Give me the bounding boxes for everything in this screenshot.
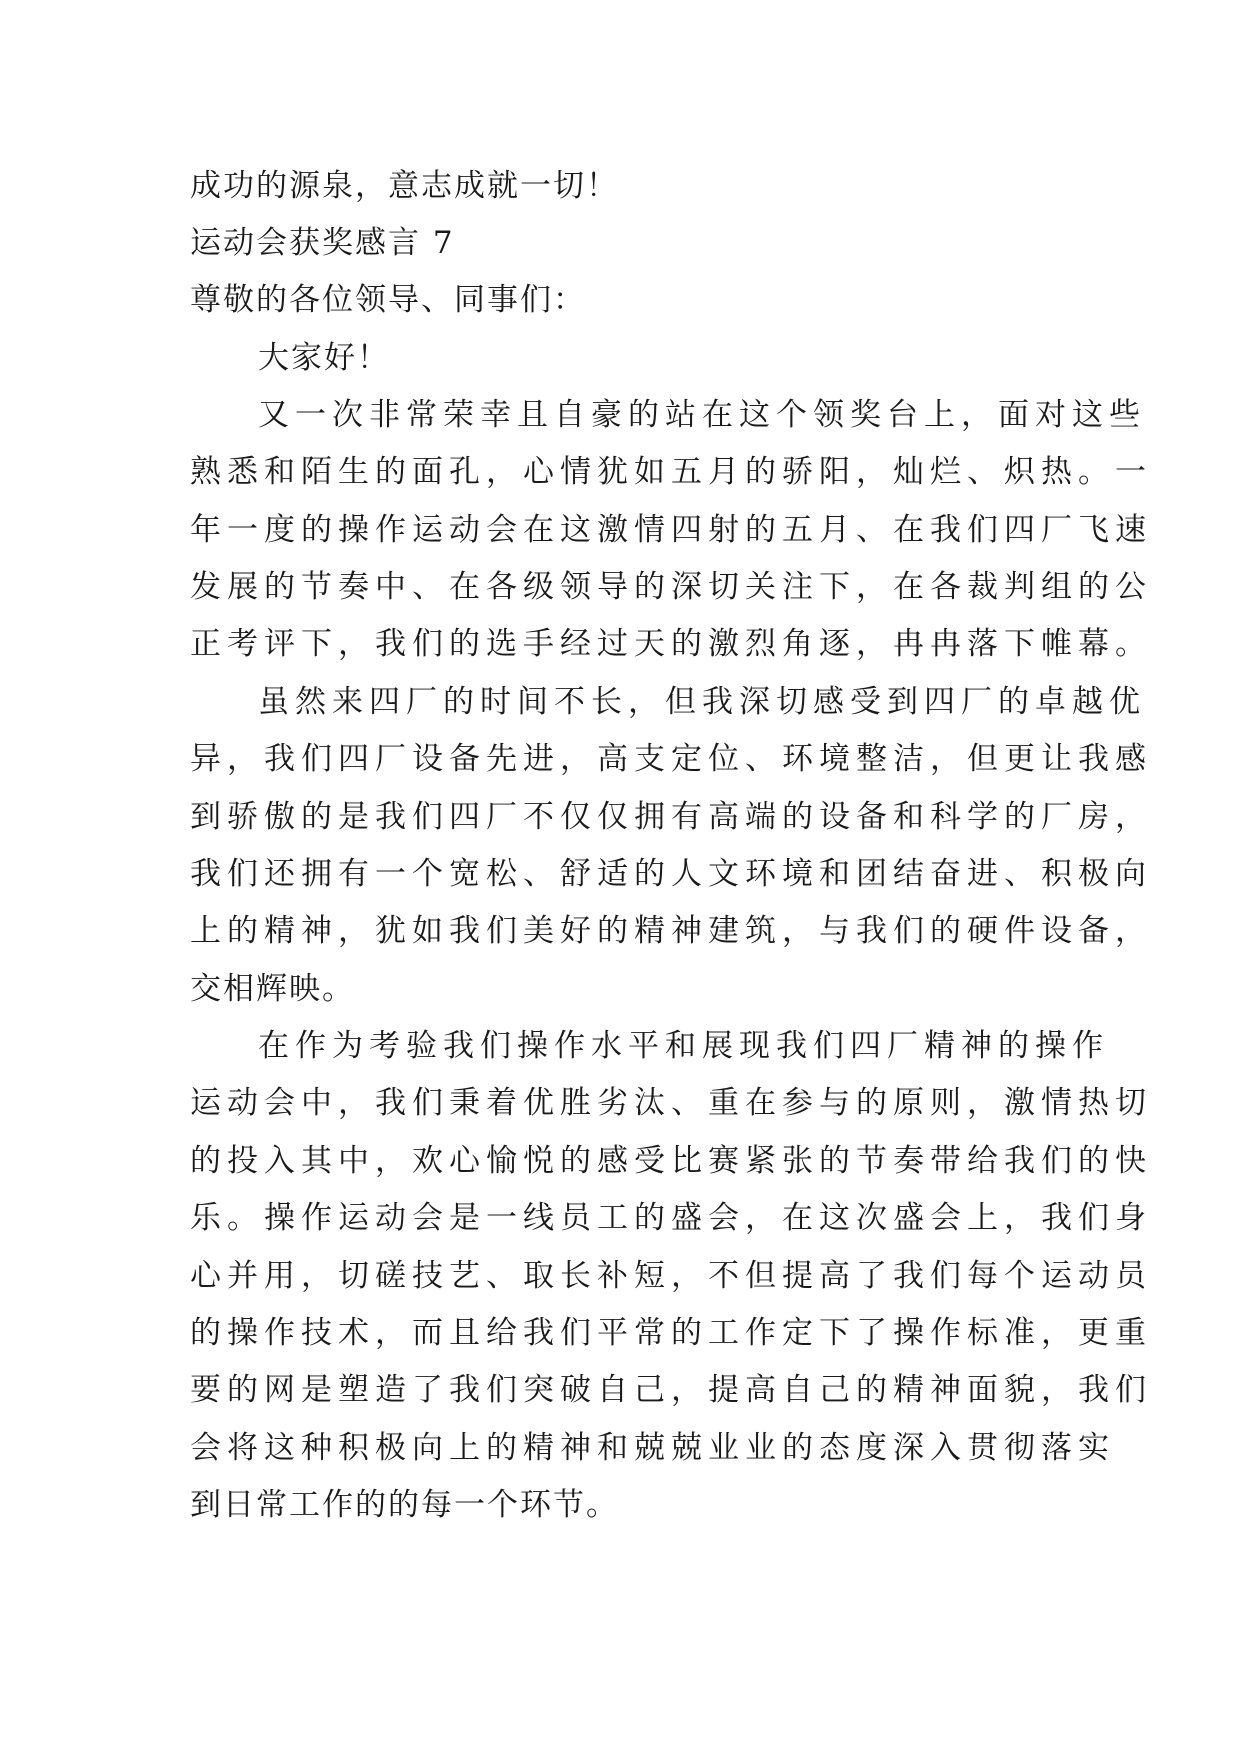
- paragraph-3-line: 到日常工作的的每一个环节。: [190, 1487, 619, 1523]
- paragraph-2-line: 交相辉映。: [190, 971, 355, 1007]
- paragraph-3-line: 会将这种积极向上的精神和兢兢业业的态度深入贯彻落实: [190, 1430, 1115, 1466]
- paragraph-3-line: 要的网是塑造了我们突破自己，提高自己的精神面貌，我们: [190, 1372, 1152, 1408]
- paragraph-1-line: 又一次非常荣幸且自豪的站在这个领奖台上，面对这些: [258, 397, 1146, 433]
- paragraph-1-line: 熟悉和陌生的面孔，心情犹如五月的骄阳，灿烂、炽热。一: [190, 454, 1152, 490]
- paragraph-3-line: 在作为考验我们操作水平和展现我们四厂精神的操作: [258, 1028, 1109, 1064]
- paragraph-1-line: 年一度的操作运动会在这激情四射的五月、在我们四厂飞速: [190, 512, 1152, 548]
- paragraph-3-line: 乐。操作运动会是一线员工的盛会，在这次盛会上，我们身: [190, 1200, 1152, 1236]
- paragraph-2-line: 到骄傲的是我们四厂不仅仅拥有高端的设备和科学的厂房，: [190, 799, 1152, 835]
- paragraph-1-line: 正考评下，我们的选手经过天的激烈角逐，冉冉落下帷幕。: [190, 626, 1152, 662]
- paragraph-2-line: 虽然来四厂的时间不长，但我深切感受到四厂的卓越优: [258, 684, 1146, 720]
- previous-section-tail: 成功的源泉，意志成就一切！: [190, 168, 619, 204]
- paragraph-3-line: 的操作技术，而且给我们平常的工作定下了操作标准，更重: [190, 1315, 1152, 1351]
- paragraph-1-line: 发展的节奏中、在各级领导的深切关注下，在各裁判组的公: [190, 569, 1152, 605]
- greeting: 大家好！: [258, 340, 390, 376]
- paragraph-2-line: 我们还拥有一个宽松、舒适的人文环境和团结奋进、积极向: [190, 856, 1152, 892]
- paragraph-3-line: 的投入其中，欢心愉悦的感受比赛紧张的节奏带给我们的快: [190, 1143, 1152, 1179]
- paragraph-3-line: 心并用，切磋技艺、取长补短，不但提高了我们每个运动员: [190, 1258, 1152, 1294]
- paragraph-2-line: 异，我们四厂设备先进，高支定位、环境整洁，但更让我感: [190, 741, 1152, 777]
- paragraph-2-line: 上的精神，犹如我们美好的精神建筑，与我们的硬件设备，: [190, 913, 1152, 949]
- paragraph-3-line: 运动会中，我们秉着优胜劣汰、重在参与的原则，激情热切: [190, 1085, 1152, 1121]
- salutation: 尊敬的各位领导、同事们：: [190, 282, 586, 318]
- section-title: 运动会获奖感言 7: [190, 225, 455, 261]
